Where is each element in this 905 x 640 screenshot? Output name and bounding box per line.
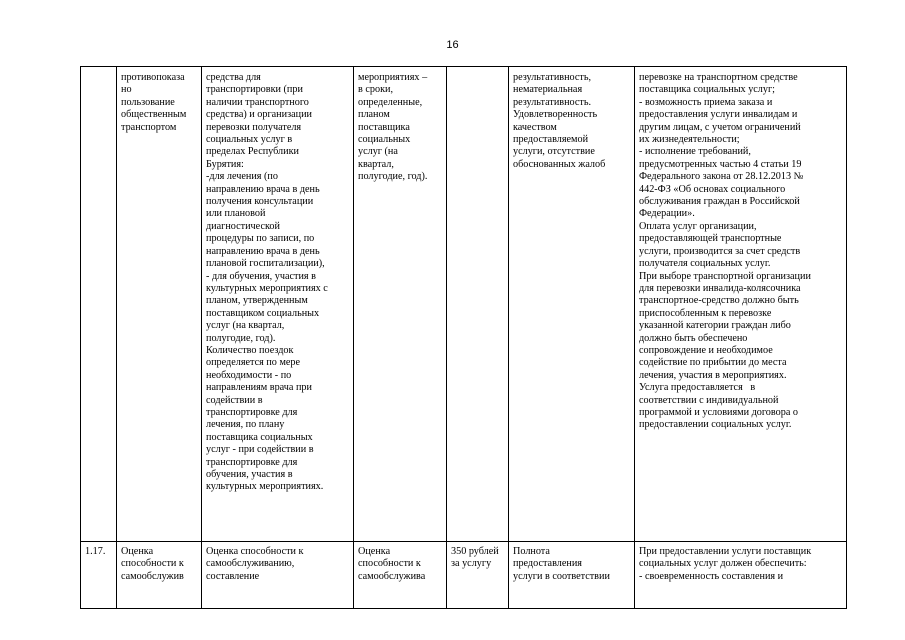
cell-number xyxy=(81,542,117,609)
cell-text-line: Оценка способности к xyxy=(206,546,304,557)
cell-text-line: общественным xyxy=(121,109,187,121)
cell-text-line: социальных xyxy=(358,134,411,146)
cell-text-line: перевозки получателя xyxy=(206,121,302,133)
cell-service-conditions xyxy=(635,67,847,542)
cell-text-line: предоставления xyxy=(513,558,582,570)
cell-text-line: Федерации». xyxy=(639,208,695,220)
cell-service-terms xyxy=(354,67,447,542)
cell-text-line: мероприятиях – xyxy=(358,72,428,83)
cell-text-line: другим лицам, с учетом ограничений xyxy=(639,121,801,133)
cell-text-line: социальных услуг в xyxy=(206,134,293,146)
cell-text-line: - возможность приема заказа и xyxy=(639,96,773,108)
cell-text-line: услуги, производится за счет средств xyxy=(639,245,801,257)
cell-text-line: перевозке на транспортном средстве xyxy=(639,72,798,83)
cell-text-line: необходимости - по xyxy=(206,369,292,381)
cell-text-line: самообслужив xyxy=(121,570,184,582)
cell-text-line: транспортировки (при xyxy=(206,84,303,96)
cell-text-line: транспортом xyxy=(121,121,177,133)
cell-service-price xyxy=(447,67,509,542)
cell-text-line: предоставлении социальных услуг. xyxy=(639,419,792,431)
cell-text-line: поставщика xyxy=(358,121,410,133)
cell-service-conditions xyxy=(635,542,847,609)
cell-text-line: сопровождение и необходимое xyxy=(639,344,773,356)
cell-service-terms xyxy=(354,542,447,609)
cell-text-line: -для лечения (по xyxy=(206,171,278,183)
cell-text-line: полугодие, год). xyxy=(358,171,428,183)
cell-text-line: составление xyxy=(206,570,260,582)
table-row xyxy=(81,542,847,609)
cell-text-line: услуги, отсутствие xyxy=(513,146,595,158)
cell-text-line: наличии транспортного xyxy=(206,96,309,108)
cell-text-line: Количество поездок xyxy=(206,344,294,356)
cell-service-price xyxy=(447,542,509,609)
cell-text-line: лечения, по плану xyxy=(206,419,285,431)
cell-service-description xyxy=(202,542,354,609)
cell-text-line: их жизнедеятельности; xyxy=(639,134,740,146)
cell-text-line: полугодие, год). xyxy=(206,332,276,344)
cell-text-line: определяется по мере xyxy=(206,357,301,369)
cell-text-line: направлению врача в день xyxy=(206,183,320,195)
cell-text-line: - для обучения, участия в xyxy=(206,270,316,282)
cell-text-line: обоснованных жалоб xyxy=(513,158,606,170)
cell-text-line: самообслуживанию, xyxy=(206,558,295,570)
cell-text-line: поставщиком социальных xyxy=(206,307,320,319)
cell-text-line: диагностической xyxy=(206,220,280,232)
cell-text-line: Оплата услуг организации, xyxy=(639,220,757,232)
cell-text-line: определенные, xyxy=(358,96,423,108)
cell-text-line: транспортное-средство должно быть xyxy=(639,295,799,307)
cell-text-line: Услуга предоставляется в xyxy=(639,382,756,394)
cell-text-line: планом, утвержденным xyxy=(206,295,308,307)
cell-text-line: - своевременность составления и xyxy=(639,570,784,582)
cell-text-line: квартал, xyxy=(358,158,394,170)
cell-text-line: или плановой xyxy=(206,208,266,220)
cell-text-line: 350 рублей xyxy=(451,546,499,557)
cell-text-line: социальных услуг должен обеспечить: xyxy=(639,558,807,570)
cell-text-line: соответствии с индивидуальной xyxy=(639,394,779,406)
cell-text-line: При предоставлении услуги поставщик xyxy=(639,546,812,557)
cell-text-line: результативность, xyxy=(513,72,592,83)
cell-text-line: поставщика социальных услуг; xyxy=(639,84,775,96)
table-row xyxy=(81,67,847,542)
cell-text-line: в сроки, xyxy=(358,84,394,96)
cell-text-line: противопоказа xyxy=(121,72,185,83)
cell-text-line: получения консультации xyxy=(206,196,314,208)
cell-text-line: но xyxy=(121,84,132,96)
cell-text-line: транспортировке для xyxy=(206,456,298,468)
cell-text-line: услуг (на xyxy=(358,146,398,158)
cell-text-line: услуг (на квартал, xyxy=(206,320,285,332)
cell-text-line: направлению врача в день xyxy=(206,245,320,257)
cell-text-line: Оценка xyxy=(358,546,391,557)
cell-quality-indicators xyxy=(509,542,635,609)
cell-text-line: должно быть обеспечено xyxy=(639,332,748,344)
cell-text-line: качеством xyxy=(513,121,557,133)
cell-text-line: самообслужива xyxy=(358,570,426,582)
cell-text-line: предоставления услуги инвалидам и xyxy=(639,109,798,121)
cell-text-line: Бурятия: xyxy=(206,158,244,170)
cell-text-line: Оценка xyxy=(121,546,154,557)
cell-text-line: культурных мероприятиях с xyxy=(206,282,328,294)
cell-service-name xyxy=(117,67,202,542)
cell-text-line: культурных мероприятиях. xyxy=(206,481,324,493)
cell-text-line: способности к xyxy=(358,558,421,570)
cell-text-line: 1.17. xyxy=(85,546,106,557)
cell-service-name xyxy=(117,542,202,609)
cell-text-line: - исполнение требований, xyxy=(639,146,751,158)
cell-text-line: содействие по прибытии до места xyxy=(639,357,787,369)
cell-text-line: для перевозки инвалида-колясочника xyxy=(639,282,801,294)
cell-text-line: процедуры по записи, по xyxy=(206,233,315,245)
cell-text-line: направлениям врача при xyxy=(206,382,312,394)
cell-text-line: предусмотренных частью 4 статьи 19 xyxy=(639,158,802,170)
cell-text-line: планом xyxy=(358,109,390,121)
cell-text-line: за услугу xyxy=(451,558,492,570)
cell-text-line: получателя социальных услуг. xyxy=(639,258,771,270)
cell-text-line: обучения, участия в xyxy=(206,469,293,480)
cell-text-line: поставщика социальных xyxy=(206,431,313,443)
cell-text-line: способности к xyxy=(121,558,184,570)
page-number: 16 xyxy=(446,39,459,51)
cell-text-line: предоставляемой xyxy=(513,134,589,146)
cell-text-line: содействии в xyxy=(206,394,263,406)
cell-text-line: услуг - при содействии в xyxy=(206,444,314,456)
cell-service-description xyxy=(202,67,354,542)
cell-text-line: обслуживания граждан в Российской xyxy=(639,196,800,208)
cell-text-line: плановой госпитализации), xyxy=(206,258,325,270)
cell-text-line: пределах Республики xyxy=(206,146,299,158)
cell-text-line: предоставляющей транспортные xyxy=(639,233,782,245)
cell-text-line: При выборе транспортной организации xyxy=(639,270,811,282)
cell-text-line: услуги в соответствии xyxy=(513,570,610,582)
cell-text-line: указанной категории граждан либо xyxy=(639,320,791,332)
services-table xyxy=(80,66,847,609)
cell-text-line: транспортировке для xyxy=(206,406,298,418)
cell-text-line: пользование xyxy=(121,96,175,108)
cell-text-line: 442-ФЗ «Об основах социального xyxy=(639,183,786,195)
cell-text-line: средства для xyxy=(206,72,261,83)
cell-text-line: приспособленным к перевозке xyxy=(639,307,772,319)
cell-number xyxy=(81,67,117,542)
cell-text-line: средства) и организации xyxy=(206,109,312,121)
cell-text-line: нематериальная xyxy=(513,84,583,96)
cell-text-line: Удовлетворенность xyxy=(513,109,598,121)
cell-text-line: программой и условиями договора о xyxy=(639,406,798,418)
cell-text-line: Федерального закона от 28.12.2013 № xyxy=(639,171,804,183)
cell-quality-indicators xyxy=(509,67,635,542)
cell-text-line: Полнота xyxy=(513,546,550,557)
cell-text-line: результативность. xyxy=(513,96,592,108)
cell-text-line: лечения, участия в мероприятиях. xyxy=(639,369,787,381)
